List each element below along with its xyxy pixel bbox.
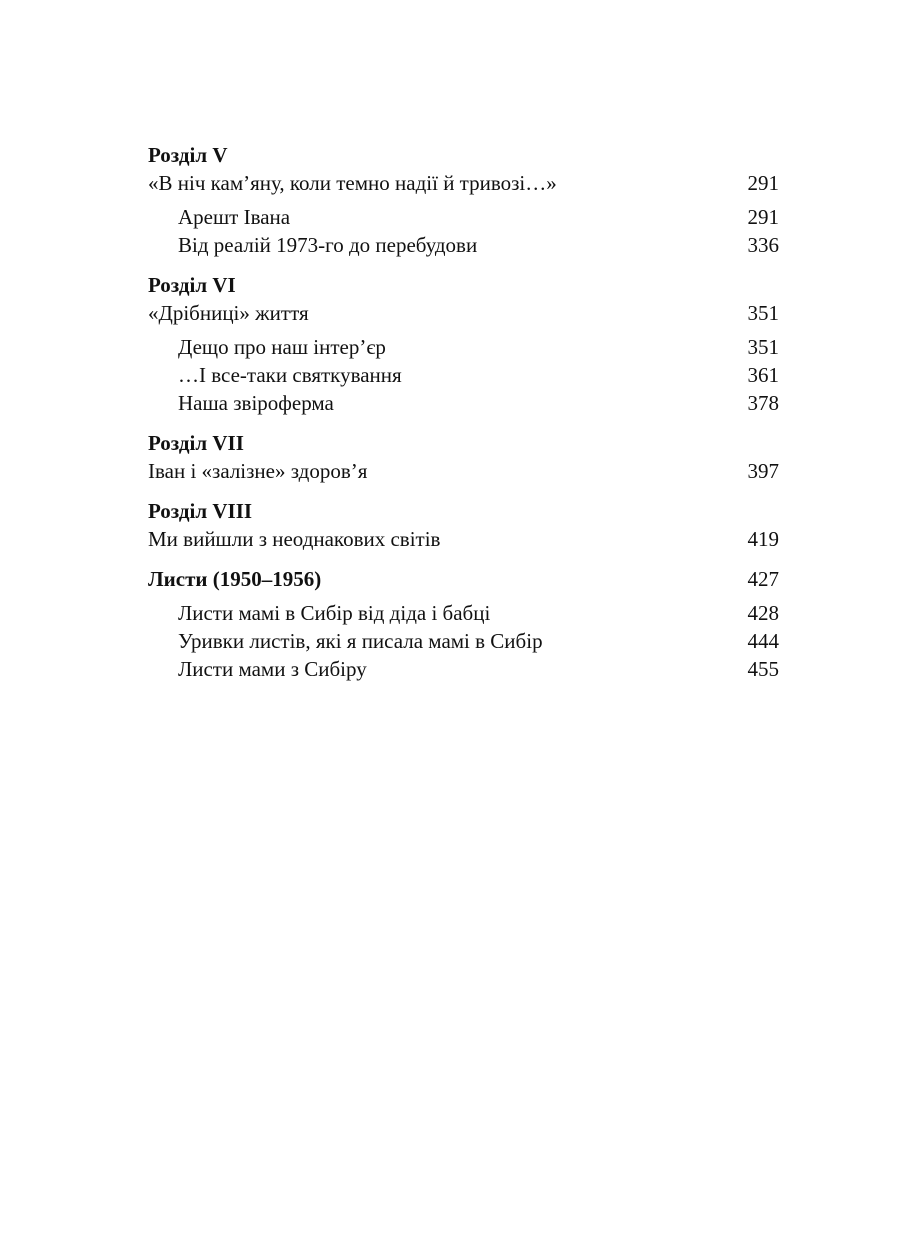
page-number: 361 bbox=[747, 363, 779, 387]
page-number: 291 bbox=[747, 171, 779, 195]
toc-subentry[interactable] bbox=[148, 231, 779, 259]
entry-title: Арешт Івана bbox=[178, 205, 291, 229]
entry-title: «В ніч кам’яну, коли темно надії й тривозі…» bbox=[148, 171, 557, 195]
toc-entry[interactable] bbox=[148, 169, 779, 197]
page-number: 419 bbox=[747, 527, 779, 551]
toc-subentry[interactable] bbox=[148, 389, 779, 417]
section-heading: Розділ VI bbox=[148, 273, 236, 297]
page-number: 378 bbox=[747, 391, 779, 415]
toc-subentry[interactable] bbox=[148, 627, 779, 655]
toc-section-6 bbox=[148, 271, 779, 417]
page-number: 291 bbox=[747, 205, 779, 229]
page-number: 444 bbox=[747, 629, 779, 653]
entry-title: Наша звіроферма bbox=[178, 391, 334, 415]
page-number: 351 bbox=[747, 301, 779, 325]
entry-title: Листи (1950–1956) bbox=[148, 567, 322, 591]
toc-entry[interactable] bbox=[148, 457, 779, 485]
entry-title: Від реалій 1973-го до перебудови bbox=[178, 233, 478, 257]
toc-subentry[interactable] bbox=[148, 333, 779, 361]
toc-section-8 bbox=[148, 497, 779, 553]
toc-subentry[interactable] bbox=[148, 599, 779, 627]
entry-title: …І все-таки святкування bbox=[178, 363, 402, 387]
page-number: 397 bbox=[747, 459, 779, 483]
page-number: 427 bbox=[747, 567, 779, 591]
toc-entry[interactable] bbox=[148, 525, 779, 553]
section-heading: Розділ VII bbox=[148, 431, 244, 455]
toc-subentry[interactable] bbox=[148, 655, 779, 683]
page-number: 455 bbox=[747, 657, 779, 681]
toc-entry[interactable] bbox=[148, 299, 779, 327]
toc-section-7 bbox=[148, 429, 779, 485]
toc-entry[interactable] bbox=[148, 565, 779, 593]
table-of-contents bbox=[148, 141, 779, 695]
entry-title: «Дрібниці» життя bbox=[148, 301, 309, 325]
toc-section-letters bbox=[148, 565, 779, 683]
page-number: 351 bbox=[747, 335, 779, 359]
toc-section-5 bbox=[148, 141, 779, 259]
entry-title: Ми вийшли з неоднакових світів bbox=[148, 527, 441, 551]
toc-subentry[interactable] bbox=[148, 203, 779, 231]
entry-title: Листи мами з Сибіру bbox=[178, 657, 367, 681]
page-number: 428 bbox=[747, 601, 779, 625]
page-number: 336 bbox=[747, 233, 779, 257]
entry-title: Уривки листів, які я писала мамі в Сибір bbox=[178, 629, 543, 653]
section-heading: Розділ V bbox=[148, 143, 228, 167]
entry-title: Дещо про наш інтер’єр bbox=[178, 335, 386, 359]
entry-title: Іван і «залізне» здоров’я bbox=[148, 459, 368, 483]
entry-title: Листи мамі в Сибір від діда і бабці bbox=[178, 601, 491, 625]
section-heading: Розділ VIII bbox=[148, 499, 253, 523]
toc-subentry[interactable] bbox=[148, 361, 779, 389]
